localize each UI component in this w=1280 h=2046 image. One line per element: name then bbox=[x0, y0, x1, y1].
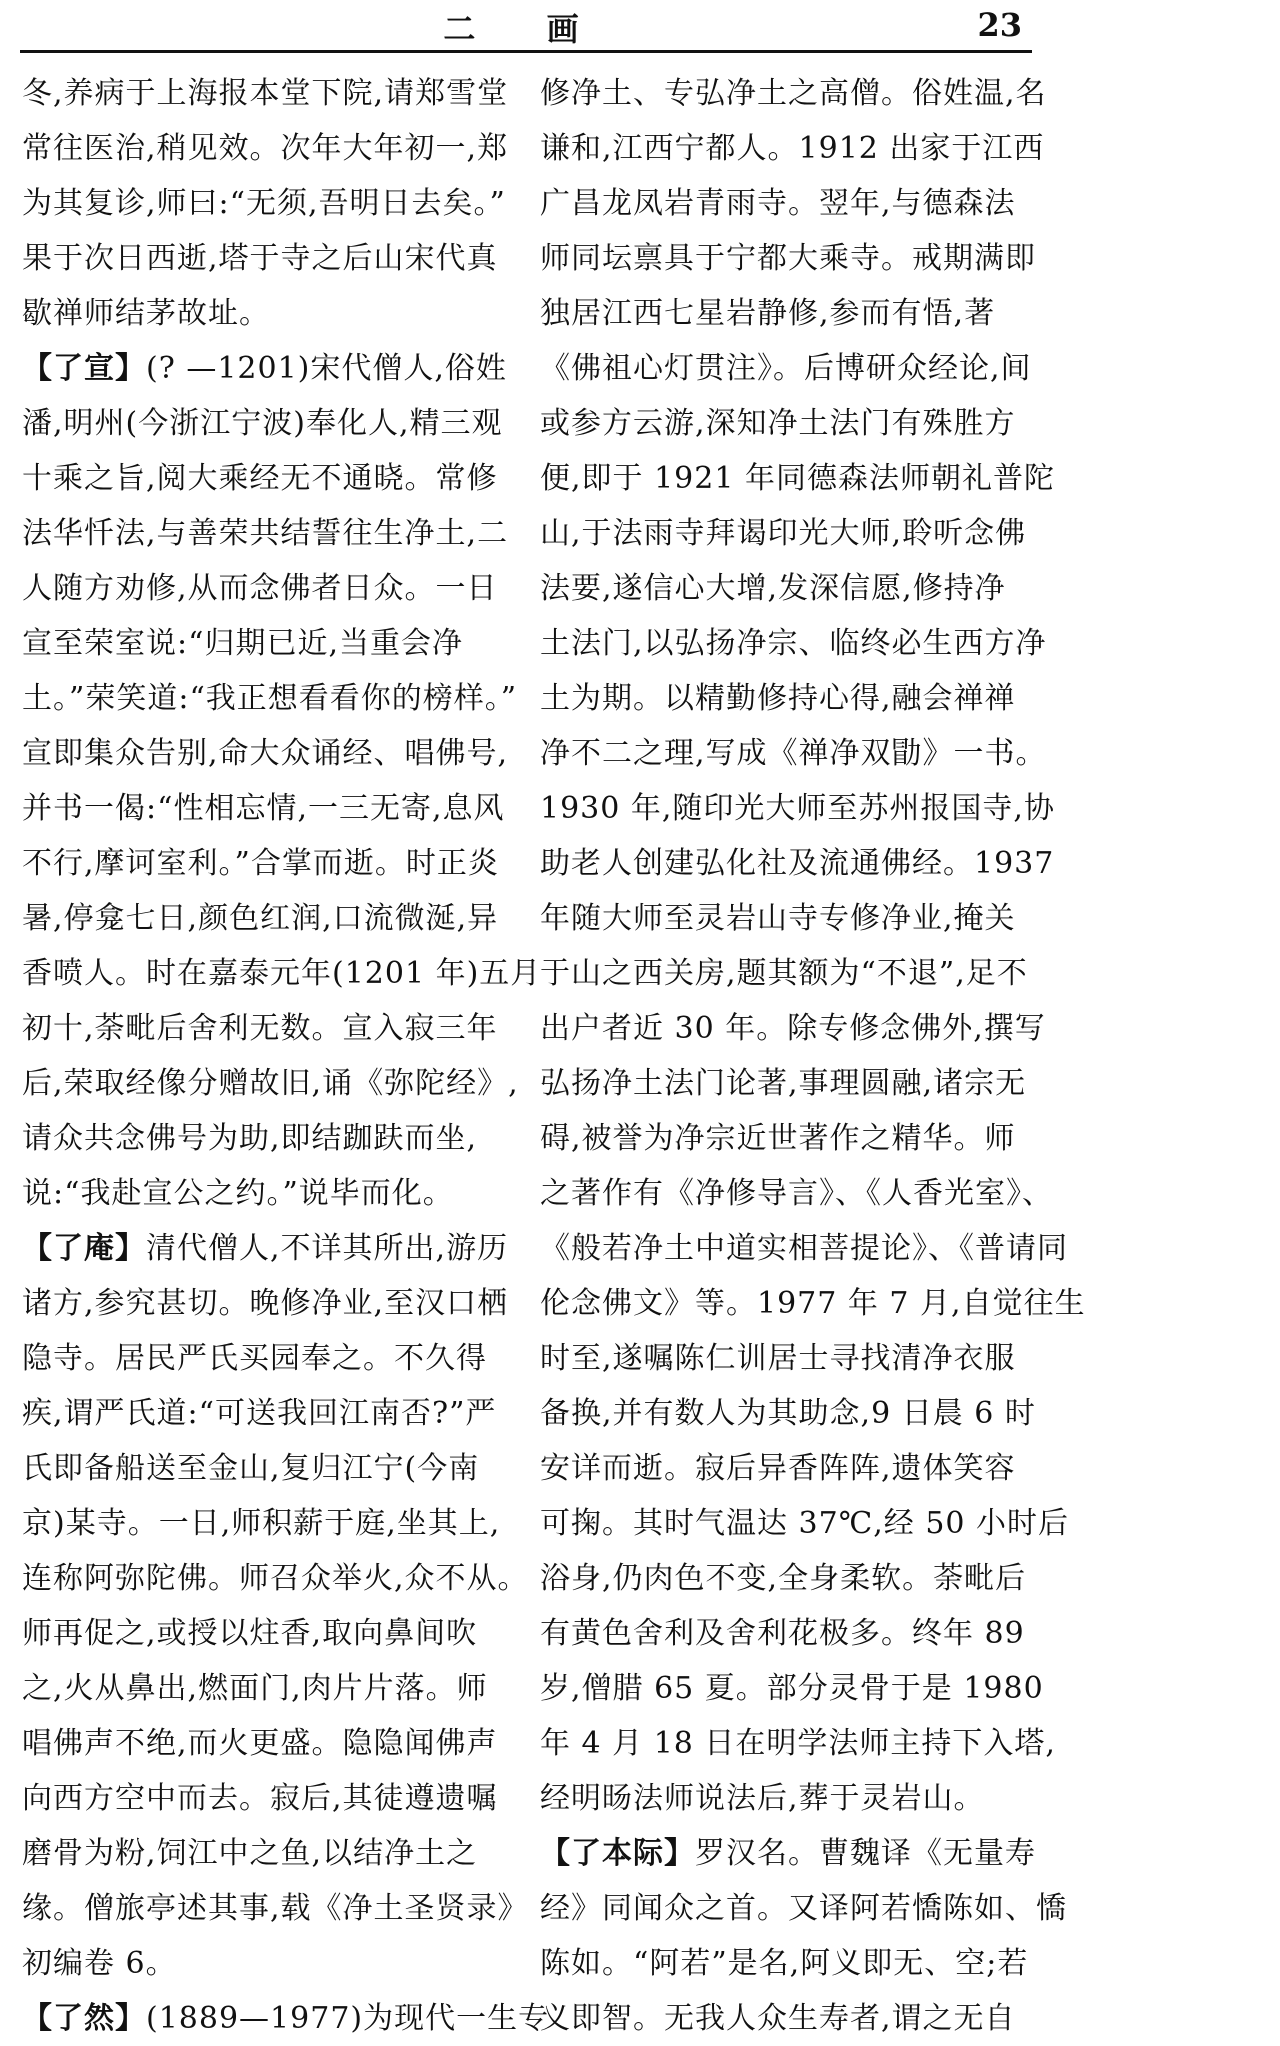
text-line: 为其复诊,师曰:“无须,吾明日去矣。” bbox=[22, 186, 506, 221]
text-line: 师同坛禀具于宁都大乘寺。戒期满即 bbox=[540, 241, 1036, 276]
left-column bbox=[22, 66, 550, 2046]
text-line: 罗汉名。曹魏译《无量寿 bbox=[695, 1836, 1036, 1871]
text-line: 后,荣取经像分赠故旧,诵《弥陀经》, bbox=[22, 1066, 519, 1101]
entry-first-line bbox=[22, 1221, 509, 1276]
text-line: 初十,荼毗后舍利无数。宣入寂三年 bbox=[22, 1011, 498, 1046]
text-line: 义即智。无我人众生寿者,谓之无自 bbox=[540, 2001, 1016, 2036]
text-line: 助老人创建弘化社及流通佛经。1937 bbox=[540, 846, 1055, 881]
text-line: 十乘之旨,阅大乘经无不通晓。常修 bbox=[22, 461, 498, 496]
text-line: 于山之西关房,题其额为“不退”,足不 bbox=[540, 956, 1028, 991]
text-line: 之,火从鼻出,燃面门,肉片片落。师 bbox=[22, 1671, 488, 1706]
text-line: 连称阿弥陀佛。师召众举火,众不从。 bbox=[22, 1561, 529, 1596]
text-line: 初编卷 6。 bbox=[22, 1946, 177, 1981]
text-line: 法要,遂信心大增,发深信愿,修持净 bbox=[540, 571, 1006, 606]
entry-term: 【了本际】 bbox=[540, 1836, 695, 1871]
text-line: 潘,明州(今浙江宁波)奉化人,精三观 bbox=[22, 406, 503, 441]
entry-first-line bbox=[22, 1991, 550, 2046]
text-line: 土。”荣笑道:“我正想看看你的榜样。” bbox=[22, 681, 518, 716]
text-line: 年 4 月 18 日在明学法师主持下入塔, bbox=[540, 1726, 1056, 1761]
text-line: 或参方云游,深知净土法门有殊胜方 bbox=[540, 406, 1016, 441]
text-line: 《佛祖心灯贯注》。后博研众经论,间 bbox=[540, 351, 1032, 386]
text-line: 净不二之理,写成《禅净双勖》一书。 bbox=[540, 736, 1047, 771]
running-head: 二 画 bbox=[443, 10, 609, 48]
text-line: 香喷人。时在嘉泰元年(1201 年)五月 bbox=[22, 956, 542, 991]
right-column bbox=[540, 66, 1086, 2046]
text-line: 果于次日西逝,塔于寺之后山宋代真 bbox=[22, 241, 498, 276]
text-line: 独居江西七星岩静修,参而有悟,著 bbox=[540, 296, 996, 331]
text-line: 不行,摩诃室利。”合掌而逝。时正炎 bbox=[22, 846, 499, 881]
text-line: 安详而逝。寂后异香阵阵,遗体笑容 bbox=[540, 1451, 1016, 1486]
text-line: 人随方劝修,从而念佛者日众。一日 bbox=[22, 571, 498, 606]
text-line: 岁,僧腊 65 夏。部分灵骨于是 1980 bbox=[540, 1671, 1044, 1706]
text-line: 土法门,以弘扬净宗、临终必生西方净 bbox=[540, 626, 1047, 661]
text-line: 广昌龙凤岩青雨寺。翌年,与德森法 bbox=[540, 186, 1016, 221]
entry-term: 【了宣】 bbox=[22, 351, 146, 386]
text-line: 氏即备船送至金山,复归江宁(今南 bbox=[22, 1451, 480, 1486]
text-line: 法华忏法,与善荣共结誓往生净土,二 bbox=[22, 516, 509, 551]
text-line: 1930 年,随印光大师至苏州报国寺,协 bbox=[540, 791, 1055, 826]
text-line: 缘。僧旅亭述其事,载《净土圣贤录》 bbox=[22, 1891, 529, 1926]
text-line: 碍,被誉为净宗近世著作之精华。师 bbox=[540, 1121, 1016, 1156]
text-line: 山,于法雨寺拜谒印光大师,聆听念佛 bbox=[540, 516, 1027, 551]
text-line: 土为期。以精勤修持心得,融会禅禅 bbox=[540, 681, 1016, 716]
text-line: 谦和,江西宁都人。1912 出家于江西 bbox=[540, 131, 1045, 166]
text-line: 诸方,参究甚切。晚修净业,至汉口栖 bbox=[22, 1286, 509, 1321]
text-line: 请众共念佛号为助,即结跏趺而坐, bbox=[22, 1121, 478, 1156]
text-line: 便,即于 1921 年同德森法师朝礼普陀 bbox=[540, 461, 1055, 496]
text-line: 隐寺。居民严氏买园奉之。不久得 bbox=[22, 1341, 487, 1376]
text-line: 年随大师至灵岩山寺专修净业,掩关 bbox=[540, 901, 1016, 936]
text-line: 磨骨为粉,饲江中之鱼,以结净土之 bbox=[22, 1836, 478, 1871]
text-line: 修净土、专弘净土之高僧。俗姓温,名 bbox=[540, 76, 1047, 111]
text-line: 宣即集众告别,命大众诵经、唱佛号, bbox=[22, 736, 509, 771]
text-line: (? —1201)宋代僧人,俗姓 bbox=[146, 351, 507, 386]
text-line: 向西方空中而去。寂后,其徒遵遗嘱 bbox=[22, 1781, 498, 1816]
text-line: 伦念佛文》等。1977 年 7 月,自觉往生 bbox=[540, 1286, 1086, 1321]
text-line: 京)某寺。一日,师积薪于庭,坐其上, bbox=[22, 1506, 501, 1541]
entry-term: 【了然】 bbox=[22, 2001, 146, 2036]
entry-first-line bbox=[540, 1826, 1034, 1881]
text-line: 说:“我赴宣公之约。”说毕而化。 bbox=[22, 1176, 454, 1211]
text-line: 有黄色舍利及舍利花极多。终年 89 bbox=[540, 1616, 1025, 1651]
text-line: 可掬。其时气温达 37℃,经 50 小时后 bbox=[540, 1506, 1070, 1541]
text-line: 并书一偈:“性相忘情,一三无寄,息风 bbox=[22, 791, 505, 826]
page-number: 23 bbox=[977, 6, 1022, 44]
text-line: 疾,谓严氏道:“可送我回江南否?”严 bbox=[22, 1396, 497, 1431]
entry-term: 【了庵】 bbox=[22, 1231, 146, 1266]
text-line: 时至,遂嘱陈仁训居士寻找清净衣服 bbox=[540, 1341, 1016, 1376]
text-line: 浴身,仍肉色不变,全身柔软。荼毗后 bbox=[540, 1561, 1027, 1596]
text-line: 出户者近 30 年。除专修念佛外,撰写 bbox=[540, 1011, 1046, 1046]
header-rule bbox=[20, 50, 1032, 53]
text-line: 常往医治,稍见效。次年大年初一,郑 bbox=[22, 131, 509, 166]
text-line: 冬,养病于上海报本堂下院,请郑雪堂 bbox=[22, 76, 509, 111]
text-line: 歇禅师结茅故址。 bbox=[22, 296, 270, 331]
page-header bbox=[0, 0, 1280, 56]
entry-first-line bbox=[22, 341, 507, 396]
text-line: 暑,停龛七日,颜色红润,口流微涎,异 bbox=[22, 901, 499, 936]
text-line: 宣至荣室说:“归期已近,当重会净 bbox=[22, 626, 463, 661]
text-line: 经明旸法师说法后,葬于灵岩山。 bbox=[540, 1781, 985, 1816]
text-line: 弘扬净土法门论著,事理圆融,诸宗无 bbox=[540, 1066, 1027, 1101]
text-line: 《般若净土中道实相菩提论》、《普请同 bbox=[540, 1231, 1068, 1266]
text-line: 经》同闻众之首。又译阿若憍陈如、憍 bbox=[540, 1891, 1067, 1926]
text-line: 师再促之,或授以炷香,取向鼻间吹 bbox=[22, 1616, 478, 1651]
text-line: 唱佛声不绝,而火更盛。隐隐闻佛声 bbox=[22, 1726, 498, 1761]
text-line: (1889—1977)为现代一生专 bbox=[146, 2001, 550, 2036]
text-line: 清代僧人,不详其所出,游历 bbox=[146, 1231, 509, 1266]
text-line: 之著作有《净修导言》、《人香光室》、 bbox=[540, 1176, 1053, 1211]
text-line: 备换,并有数人为其助念,9 日晨 6 时 bbox=[540, 1396, 1036, 1431]
text-line: 陈如。“阿若”是名,阿义即无、空;若 bbox=[540, 1946, 1029, 1981]
